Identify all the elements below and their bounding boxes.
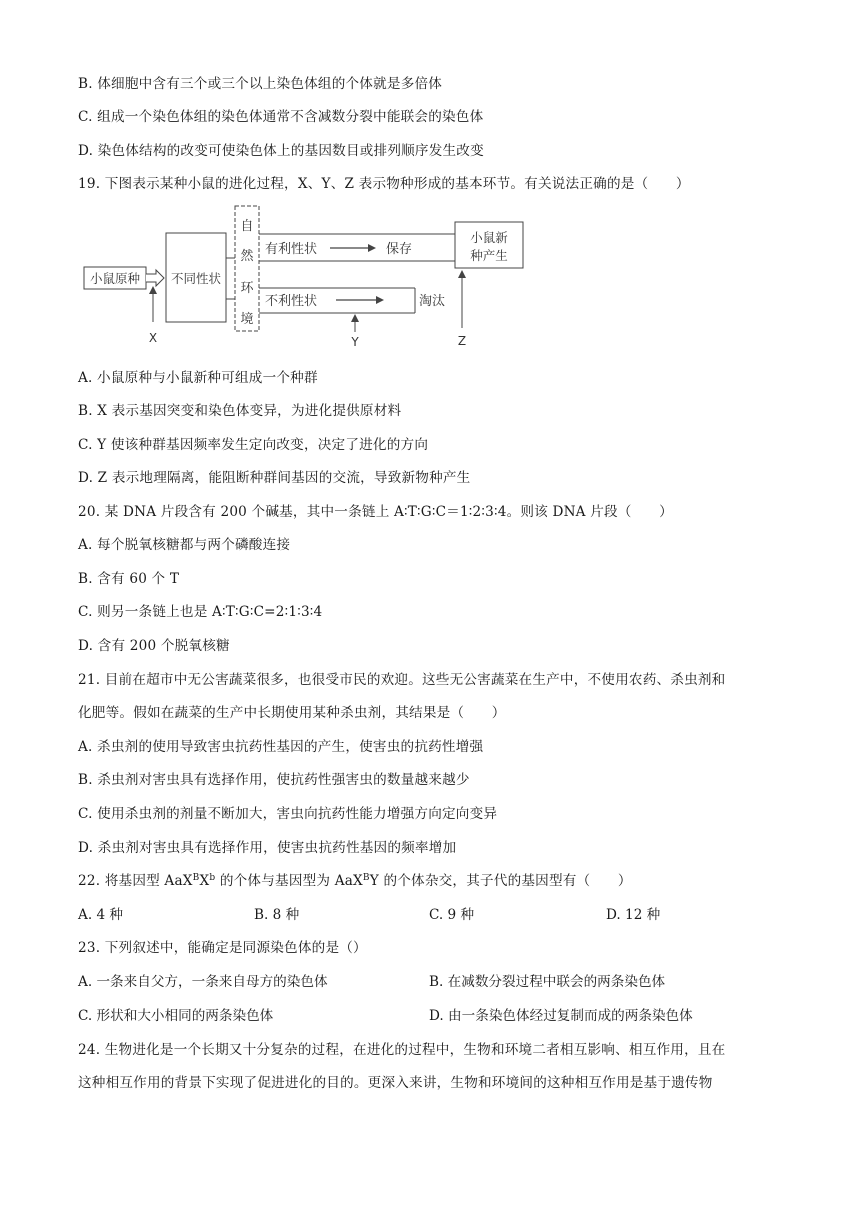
q20-option-d: D. 含有 200 个脱氧核糖: [78, 638, 230, 654]
q23-option-a: A. 一条来自父方，一条来自母方的染色体: [78, 974, 328, 990]
nature-char-1: 自: [240, 219, 254, 234]
favorable-traits-label: 有利性状: [265, 242, 318, 257]
question-19-stem: 19. 下图表示某种小鼠的进化过程，X、Y、Z 表示物种形成的基本环节。有关说法正确的是（ ）: [78, 176, 690, 192]
question-20-stem: 20. 某 DNA 片段含有 200 个碱基，其中一条链上 A∶T∶G∶C＝1∶2∶3∶4。则该 DNA 片段（ ）: [78, 504, 673, 520]
y-up-arrow-icon: [351, 314, 359, 322]
new-species-line2: 种产生: [470, 248, 508, 263]
label-z: Z: [457, 334, 467, 348]
question-21-stem-line1: 21. 目前在超市中无公害蔬菜很多，也很受市民的欢迎。这些无公害蔬菜在生产中，不使用农药、杀虫剂和: [78, 672, 726, 688]
option-19-prev-c: C. 组成一个染色体组的染色体通常不含减数分裂中能联会的染色体: [78, 109, 484, 125]
q19-option-c: C. Y 使该种群基因频率发生定向改变，决定了进化的方向: [78, 437, 429, 453]
option-19-prev-d: D. 染色体结构的改变可使染色体上的基因数目或排列顺序发生改变: [78, 143, 484, 159]
q22-option-c: C. 9 种: [429, 907, 475, 923]
q19-option-d: D. Z 表示地理隔离，能阻断种群间基因的交流，导致新物种产生: [78, 470, 471, 486]
nature-char-4: 境: [240, 312, 254, 327]
q21-option-d: D. 杀虫剂对害虫具有选择作用，使害虫抗药性基因的频率增加: [78, 840, 457, 856]
q19-option-a: A. 小鼠原种与小鼠新种可组成一个种群: [78, 370, 318, 386]
q21-option-c: C. 使用杀虫剂的剂量不断加大，害虫向抗药性能力增强方向定向变异: [78, 806, 498, 822]
q23-option-b: B. 在减数分裂过程中联会的两条染色体: [429, 974, 666, 990]
option-19-prev-b: B. 体细胞中含有三个或三个以上染色体组的个体就是多倍体: [78, 76, 443, 92]
q20-option-c: C. 则另一条链上也是 A∶T∶G∶C=2∶1∶3∶4: [78, 604, 323, 620]
unfavorable-arrow-icon: [376, 296, 384, 304]
q21-option-b: B. 杀虫剂对害虫具有选择作用，使抗药性强害虫的数量越来越少: [78, 772, 470, 788]
favorable-arrow-icon: [368, 244, 376, 252]
question-24-stem-line2: 这种相互作用的背景下实现了促进进化的目的。更深入来讲，生物和环境间的这种相互作用是基于遗传物: [78, 1075, 713, 1091]
nature-char-2: 然: [240, 249, 254, 264]
different-traits-label: 不同性状: [170, 271, 222, 286]
x-up-arrow-icon: [149, 286, 157, 294]
original-species-label: 小鼠原种: [89, 271, 141, 286]
unfavorable-traits-label: 不利性状: [265, 294, 318, 309]
question-21-stem-line2: 化肥等。假如在蔬菜的生产中长期使用某种杀虫剂，其结果是（ ）: [78, 705, 506, 721]
new-species-line1: 小鼠新: [470, 230, 508, 245]
q20-option-a: A. 每个脱氧核糖都与两个磷酸连接: [78, 537, 291, 553]
q22-option-b: B. 8 种: [254, 907, 300, 923]
z-up-arrow-icon: [458, 270, 466, 278]
label-x: X: [148, 331, 158, 345]
question-24-stem-line1: 24. 生物进化是一个长期又十分复杂的过程，在进化的过程中，生物和环境二者相互影响、相互作用，且在: [78, 1042, 726, 1058]
q23-option-d: D. 由一条染色体经过复制而成的两条染色体: [429, 1008, 693, 1024]
q19-option-b: B. X 表示基因突变和染色体变异，为进化提供原材料: [78, 403, 402, 419]
q23-option-c: C. 形状和大小相同的两条染色体: [78, 1008, 274, 1024]
q21-option-a: A. 杀虫剂的使用导致害虫抗药性基因的产生，使害虫的抗药性增强: [78, 739, 484, 755]
q22-option-a: A. 4 种: [78, 907, 124, 923]
nature-char-3: 环: [240, 281, 254, 296]
question-22-stem: 22. 将基因型 $AaX^BX^b$ 的个体与基因型为 AaX$^B$Y 的个体杂交，其子代的基因型有（ ）: [78, 873, 632, 889]
x-arrow-icon: [146, 270, 164, 286]
question-23-stem: 23. 下列叙述中，能确定是同源染色体的是（）: [78, 940, 367, 956]
q20-option-b: B. 含有 60 个 T: [78, 571, 180, 587]
q22-option-d: D. 12 种: [606, 907, 661, 923]
evolution-diagram: [80, 200, 540, 350]
label-y: Y: [351, 335, 359, 349]
eliminate-label: 淘汰: [419, 294, 446, 309]
preserve-label: 保存: [386, 242, 413, 257]
